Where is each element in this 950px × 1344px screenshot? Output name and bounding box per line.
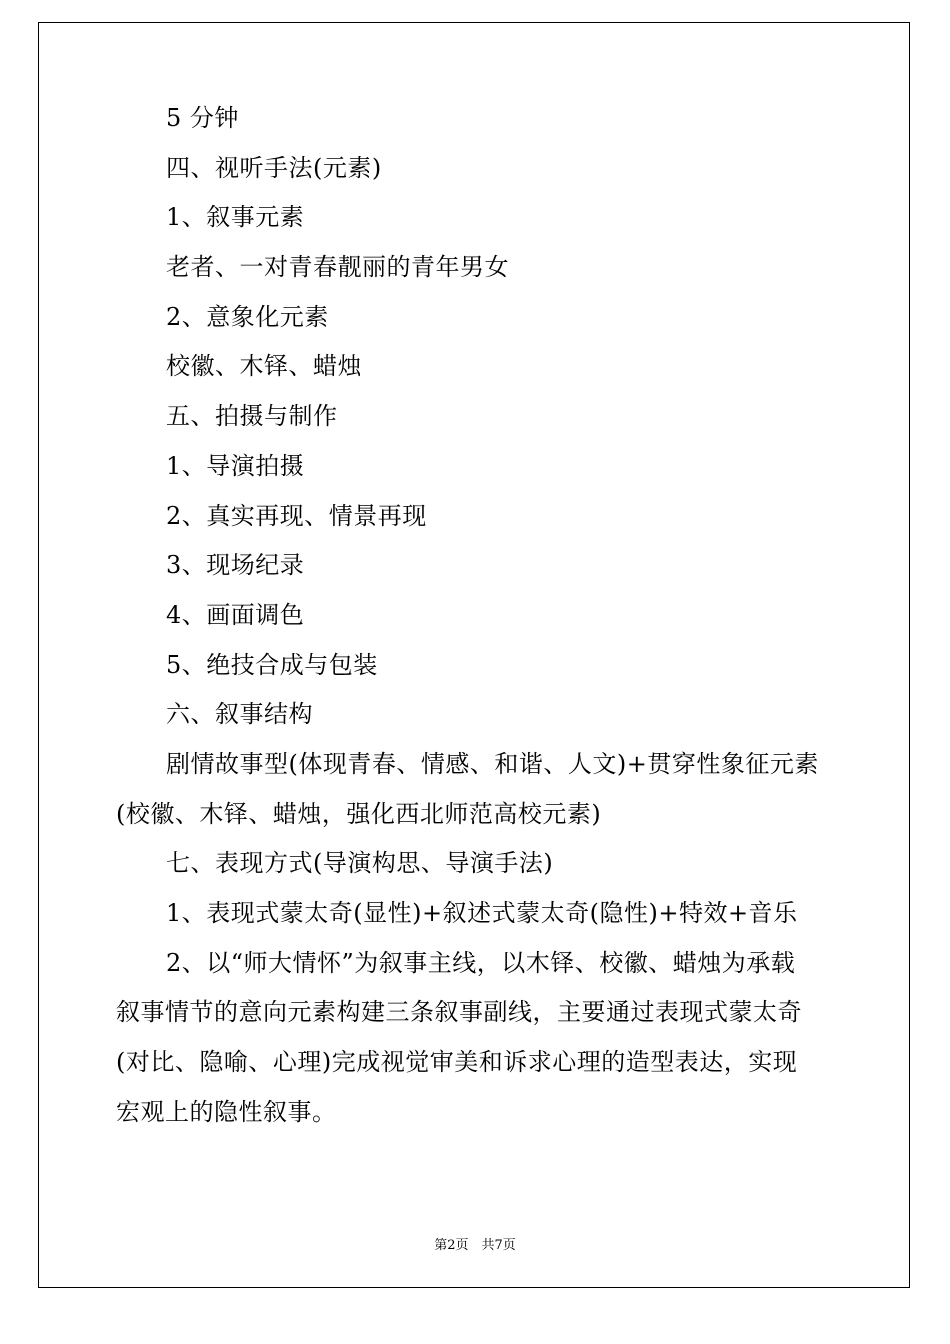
text-line: 宏观上的隐性叙事。 bbox=[116, 1097, 337, 1126]
text-line: (对比、隐喻、心理)完成视觉审美和诉求心理的造型表达，实现 bbox=[116, 1048, 798, 1077]
text-line: 2、真实再现、情景再现 bbox=[166, 501, 427, 530]
text-line: 1、叙事元素 bbox=[166, 203, 305, 232]
text-line: (校徽、木铎、蜡烛，强化西北师范高校元素) bbox=[116, 799, 602, 828]
page-footer: 第2页 共7页 bbox=[434, 1238, 516, 1253]
section-heading: 四、视听手法(元素) bbox=[166, 153, 382, 182]
text-line: 剧情故事型(体现青春、情感、和谐、人文)+贯穿性象征元素 bbox=[166, 749, 819, 778]
text-line: 5 分钟 bbox=[166, 104, 239, 132]
section-heading: 五、拍摄与制作 bbox=[166, 402, 338, 431]
text-line: 老者、一对青春靓丽的青年男女 bbox=[166, 253, 509, 282]
text-line: 校徽、木铎、蜡烛 bbox=[166, 352, 362, 381]
section-heading: 七、表现方式(导演构思、导演手法) bbox=[166, 849, 554, 878]
section-heading: 六、叙事结构 bbox=[166, 700, 313, 729]
text-line: 2、意象化元素 bbox=[166, 302, 329, 331]
text-line: 叙事情节的意向元素构建三条叙事副线，主要通过表现式蒙太奇 bbox=[116, 998, 802, 1027]
document-body bbox=[116, 94, 846, 1137]
text-line: 4、画面调色 bbox=[166, 600, 305, 629]
text-line: 5、绝技合成与包装 bbox=[166, 650, 378, 679]
text-line: 1、导演拍摄 bbox=[166, 451, 305, 480]
text-line: 2、以“师大情怀”为叙事主线，以木铎、校徽、蜡烛为承载 bbox=[166, 948, 796, 977]
text-line: 3、现场纪录 bbox=[166, 551, 305, 580]
text-line: 1、表现式蒙太奇(显性)+叙述式蒙太奇(隐性)+特效+音乐 bbox=[166, 899, 798, 927]
